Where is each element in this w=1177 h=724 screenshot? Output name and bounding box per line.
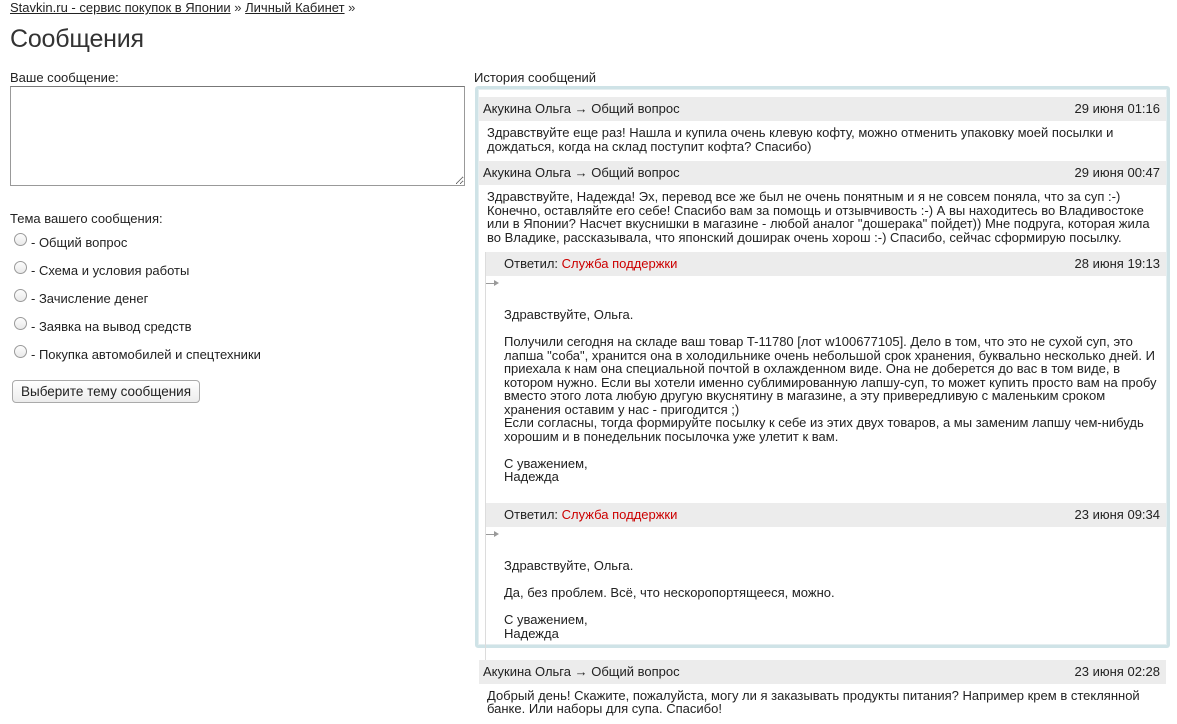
breadcrumb-separator: »	[234, 0, 242, 15]
message-date: 29 июня 00:47	[1074, 165, 1160, 180]
topic-option-scheme[interactable]	[14, 256, 261, 284]
topic-radio-group	[14, 228, 261, 368]
radio-button[interactable]	[14, 289, 27, 302]
message-history-panel[interactable]	[475, 86, 1170, 716]
topic-option-general[interactable]	[14, 228, 261, 256]
submit-button[interactable]: Выберите тему сообщения	[12, 380, 200, 403]
breadcrumb	[10, 0, 355, 16]
topic-option-vehicles[interactable]	[14, 340, 261, 368]
topic-option-label: - Заявка на вывод средств	[31, 318, 192, 334]
topic-option-deposit[interactable]	[14, 284, 261, 312]
topic-option-label: - Общий вопрос	[31, 234, 128, 250]
history-message	[479, 97, 1166, 161]
reply-header	[485, 252, 1166, 276]
message-sender: Акукина Ольга → Общий вопрос	[483, 663, 680, 679]
message-header	[479, 97, 1166, 121]
topic-option-withdrawal[interactable]	[14, 312, 261, 340]
reply-responder: Служба поддержки	[561, 256, 678, 271]
reply-prefix: Ответил:	[504, 256, 559, 271]
history-label: История сообщений	[474, 70, 597, 85]
message-header	[479, 161, 1166, 185]
reply-text-container	[485, 527, 1166, 660]
reply-text-container	[485, 276, 1166, 503]
radio-button[interactable]	[14, 261, 27, 274]
radio-button[interactable]	[14, 317, 27, 330]
message-header	[479, 660, 1166, 684]
radio-button[interactable]	[14, 345, 27, 358]
reply-prefix: Ответил:	[504, 507, 559, 522]
reply-header	[485, 503, 1166, 527]
radio-button[interactable]	[14, 233, 27, 246]
message-textarea[interactable]	[10, 86, 465, 186]
reply-arrow-icon	[486, 529, 500, 541]
breadcrumb-cabinet-link[interactable]: Личный Кабинет	[245, 0, 345, 15]
message-sender: Акукина Ольга → Общий вопрос	[483, 101, 680, 116]
breadcrumb-trailing-separator: »	[348, 0, 356, 15]
topic-option-label: - Зачисление денег	[31, 290, 149, 306]
reply-responder: Служба поддержки	[561, 507, 678, 522]
message-date: 29 июня 01:16	[1074, 101, 1160, 116]
topic-option-label: - Схема и условия работы	[31, 262, 190, 278]
reply-text: Здравствуйте, Ольга. Получили сегодня на складе ваш товар T-11780 [лот w100677105]. Дело в том, что это не сухой суп, это лапша "соба", хранится она в холодильнике очень небольшой срок хранения, буквально несколько дней. И приехала к нам она специальной почтой в охлажденном виде. Она не доберется до вас в том виде, в котором нужно. Если вы хотели именно сублимированную лапшу-суп, то может купить просто вам на пробу вместо этого лота любую другую вкуснятину в магазине, а эту привередливую с маленьким сроком хранения оставим у нас - пригодится ;) Если согласны, тогда формируйте посылку к себе из этих двух товаров, а мы заменим лапшу чем-нибудь хорошим и в понедельник посылочка уже улетит к вам. С уважением, Надежда	[504, 307, 1157, 484]
history-reply	[479, 252, 1166, 503]
page-title: Сообщения	[10, 25, 144, 53]
message-date: 28 июня 19:13	[1074, 256, 1160, 271]
message-text: Добрый день! Скажите, пожалуйста, могу ли я заказывать продукты питания? Например крем в стеклянной банке. Или наборы для супа. Спасибо!	[487, 687, 1140, 716]
message-date: 23 июня 09:34	[1074, 507, 1160, 522]
reply-arrow-icon	[486, 278, 500, 290]
history-message	[479, 161, 1166, 252]
topic-option-label: - Покупка автомобилей и спецтехники	[31, 346, 261, 362]
message-text: Здравствуйте еще раз! Нашла и купила очень клевую кофту, можно отменить упаковку моей посылки и дождаться, когда на склад поступит кофта? Спасибо)	[487, 125, 1114, 154]
topic-label: Тема вашего сообщения:	[10, 211, 163, 226]
history-message	[479, 660, 1166, 724]
message-text: Здравствуйте, Надежда! Эх, перевод все же был не очень понятным и я не совсем поняла, что за суп :-) Конечно, оставляйте его себе! Спасибо вам за помощь и отзывчивость :-) А вы находитесь во Владивостоке или в Японии? Насчет вкуснишки в магазине - любой аналог "дошерака" пойдет)) Мне подруга, которая жила во Владике, рассказывала, что японский доширак очень хорош :-) Спасибо, сейчас сформирую посылку.	[487, 189, 1150, 245]
message-history-list	[478, 89, 1167, 716]
breadcrumb-site-link[interactable]: Stavkin.ru - сервис покупок в Японии	[10, 0, 231, 15]
reply-text: Здравствуйте, Ольга. Да, без проблем. Всё, что нескоропортящееся, можно. С уважением, Надежда	[504, 558, 835, 641]
message-date: 23 июня 02:28	[1074, 663, 1160, 679]
message-sender: Акукина Ольга → Общий вопрос	[483, 165, 680, 180]
message-label: Ваше сообщение:	[10, 70, 119, 85]
history-reply	[479, 503, 1166, 660]
